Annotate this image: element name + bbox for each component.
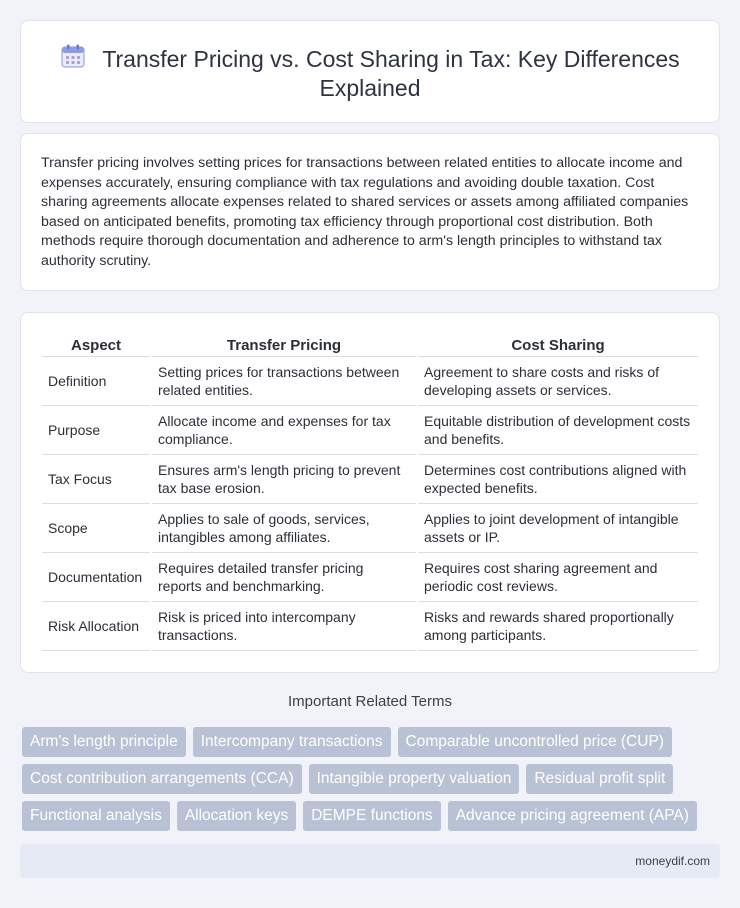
comparison-table-card: [20, 312, 720, 673]
related-terms-title: Important Related Terms: [288, 693, 452, 710]
related-term-tag[interactable]: Intangible property valuation: [309, 764, 520, 794]
table-row: [42, 455, 698, 504]
row-aspect: Scope: [42, 504, 150, 553]
row-transfer-pricing: Requires detailed transfer pricing reports and benchmarking.: [152, 553, 416, 602]
related-term-tag[interactable]: Comparable uncontrolled price (CUP): [398, 727, 672, 757]
related-term-tag[interactable]: Arm's length principle: [22, 727, 186, 757]
row-cost-sharing: Equitable distribution of development costs and benefits.: [418, 406, 698, 455]
related-term-tag[interactable]: Advance pricing agreement (APA): [448, 801, 697, 831]
header-aspect: Aspect: [42, 333, 150, 357]
row-aspect: Definition: [42, 357, 150, 406]
table-row: [42, 357, 698, 406]
related-term-tag[interactable]: Residual profit split: [526, 764, 673, 794]
comparison-table: [40, 333, 700, 651]
row-aspect: Documentation: [42, 553, 150, 602]
intro-paragraph: Transfer pricing involves setting prices for transactions between related entities to allocate income and expenses accurately, ensuring compliance with tax regulations and avoiding double taxation. Cost sharing agreements allocate expenses related to shared services or assets among affiliated companies based on anticipated benefits, promoting tax efficiency through proportional cost distribution. Both methods require thorough documentation and adherence to arm's length principles to withstand tax authority scrutiny.: [41, 155, 689, 269]
row-cost-sharing: Determines cost contributions aligned with expected benefits.: [418, 455, 698, 504]
row-transfer-pricing: Risk is priced into intercompany transactions.: [152, 602, 416, 651]
intro-card: [20, 133, 720, 291]
table-row: [42, 553, 698, 602]
header-transfer-pricing: Transfer Pricing: [152, 333, 416, 357]
table-row: [42, 602, 698, 651]
row-cost-sharing: Risks and rewards shared proportionally among participants.: [418, 602, 698, 651]
related-term-tag[interactable]: Intercompany transactions: [193, 727, 391, 757]
header-card: [20, 20, 720, 123]
row-transfer-pricing: Setting prices for transactions between related entities.: [152, 357, 416, 406]
calendar-icon: [60, 43, 86, 69]
header-cost-sharing: Cost Sharing: [418, 333, 698, 357]
footer: [20, 844, 720, 878]
table-row: [42, 504, 698, 553]
related-term-tag[interactable]: Functional analysis: [22, 801, 170, 831]
related-term-tag[interactable]: Allocation keys: [177, 801, 296, 831]
row-cost-sharing: Requires cost sharing agreement and periodic cost reviews.: [418, 553, 698, 602]
row-transfer-pricing: Allocate income and expenses for tax compliance.: [152, 406, 416, 455]
row-aspect: Tax Focus: [42, 455, 150, 504]
row-cost-sharing: Agreement to share costs and risks of developing assets or services.: [418, 357, 698, 406]
row-aspect: Risk Allocation: [42, 602, 150, 651]
footer-site[interactable]: moneydif.com: [635, 854, 710, 868]
table-header-row: [42, 333, 698, 357]
page-title: [51, 43, 689, 103]
row-cost-sharing: Applies to joint development of intangible assets or IP.: [418, 504, 698, 553]
related-terms-tags: [22, 727, 722, 831]
row-aspect: Purpose: [42, 406, 150, 455]
row-transfer-pricing: Applies to sale of goods, services, intangibles among affiliates.: [152, 504, 416, 553]
page-title-text: Transfer Pricing vs. Cost Sharing in Tax: Key Differences Explained: [102, 46, 680, 101]
related-term-tag[interactable]: DEMPE functions: [303, 801, 440, 831]
table-row: [42, 406, 698, 455]
related-term-tag[interactable]: Cost contribution arrangements (CCA): [22, 764, 302, 794]
row-transfer-pricing: Ensures arm's length pricing to prevent tax base erosion.: [152, 455, 416, 504]
